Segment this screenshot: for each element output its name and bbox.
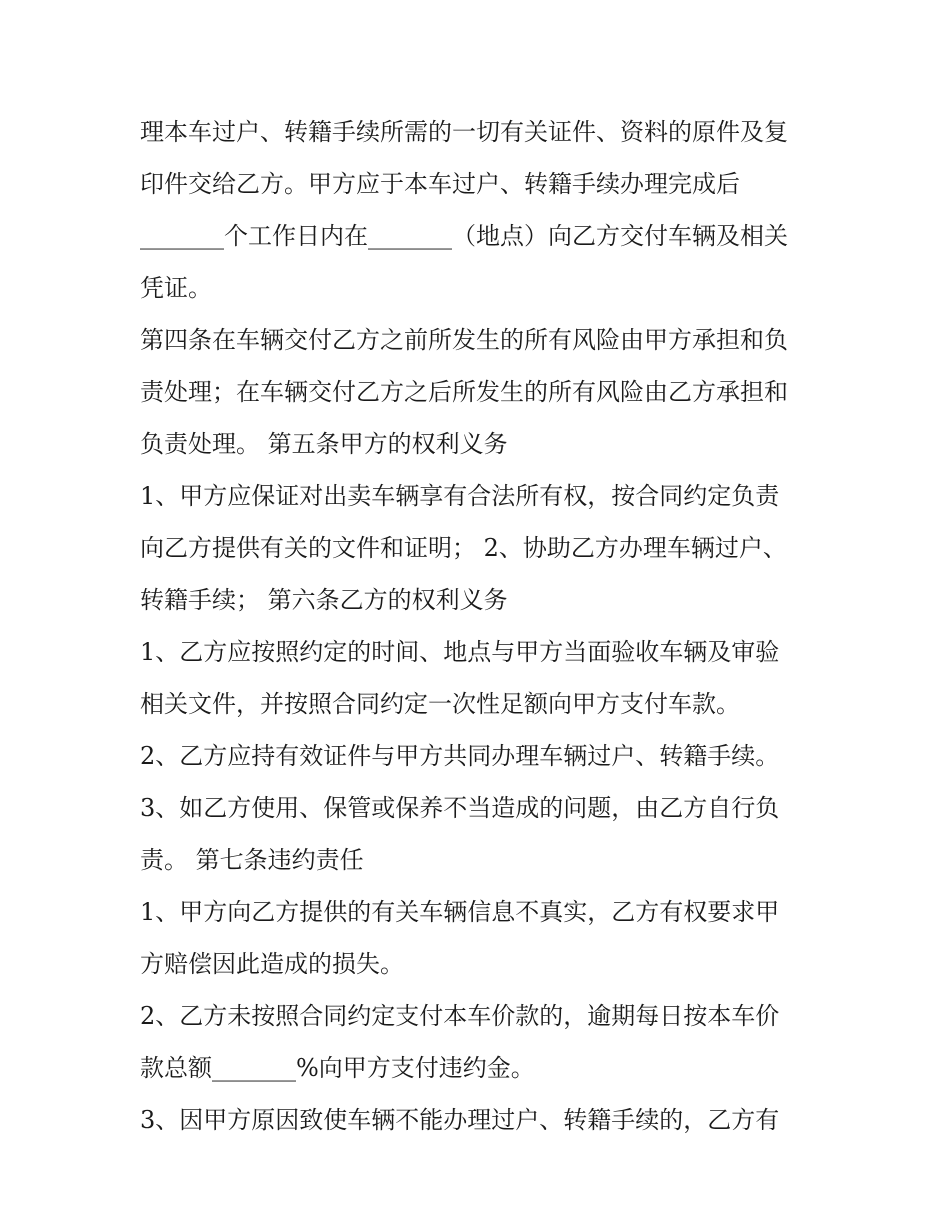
- text-line: 向乙方提供有关的文件和证明； 2、协助乙方办理车辆过户、: [140, 534, 787, 562]
- text-line: 相关文件，并按照合同约定一次性足额向甲方支付车款。: [140, 690, 740, 718]
- text-line: 1、甲方应保证对出卖车辆享有合法所有权，按合同约定负责: [140, 482, 780, 510]
- text-line: 款总额_______%向甲方支付违约金。: [140, 1054, 535, 1082]
- text-line: 1、甲方向乙方提供的有关车辆信息不真实，乙方有权要求甲: [140, 898, 780, 926]
- text-line: 2、乙方未按照合同约定支付本车价款的，逾期每日按本车价: [140, 1002, 780, 1030]
- text-line: 印件交给乙方。甲方应于本车过户、转籍手续办理完成后: [140, 170, 740, 198]
- text-line: 第四条在车辆交付乙方之前所发生的所有风险由甲方承担和负: [140, 326, 788, 354]
- text-line: 负责处理。 第五条甲方的权利义务: [140, 430, 508, 458]
- text-line: 责处理；在车辆交付乙方之后所发生的所有风险由乙方承担和: [140, 378, 788, 406]
- text-line: 3、如乙方使用、保管或保养不当造成的问题，由乙方自行负: [140, 794, 780, 822]
- text-line: 3、因甲方原因致使车辆不能办理过户、转籍手续的，乙方有: [140, 1106, 780, 1134]
- text-line: 转籍手续； 第六条乙方的权利义务: [140, 586, 508, 614]
- text-line: 凭证。: [140, 274, 212, 302]
- text-line: 理本车过户、转籍手续所需的一切有关证件、资料的原件及复: [140, 118, 788, 146]
- text-line: 责。 第七条违约责任: [140, 846, 364, 874]
- contract-text: [140, 106, 830, 1146]
- text-line: 1、乙方应按照约定的时间、地点与甲方当面验收车辆及审验: [140, 638, 780, 666]
- text-line: 方赔偿因此造成的损失。: [140, 950, 404, 978]
- text-line: _______个工作日内在_______（地点）向乙方交付车辆及相关: [140, 222, 788, 250]
- text-line: 2、乙方应持有效证件与甲方共同办理车辆过户、转籍手续。: [140, 742, 780, 770]
